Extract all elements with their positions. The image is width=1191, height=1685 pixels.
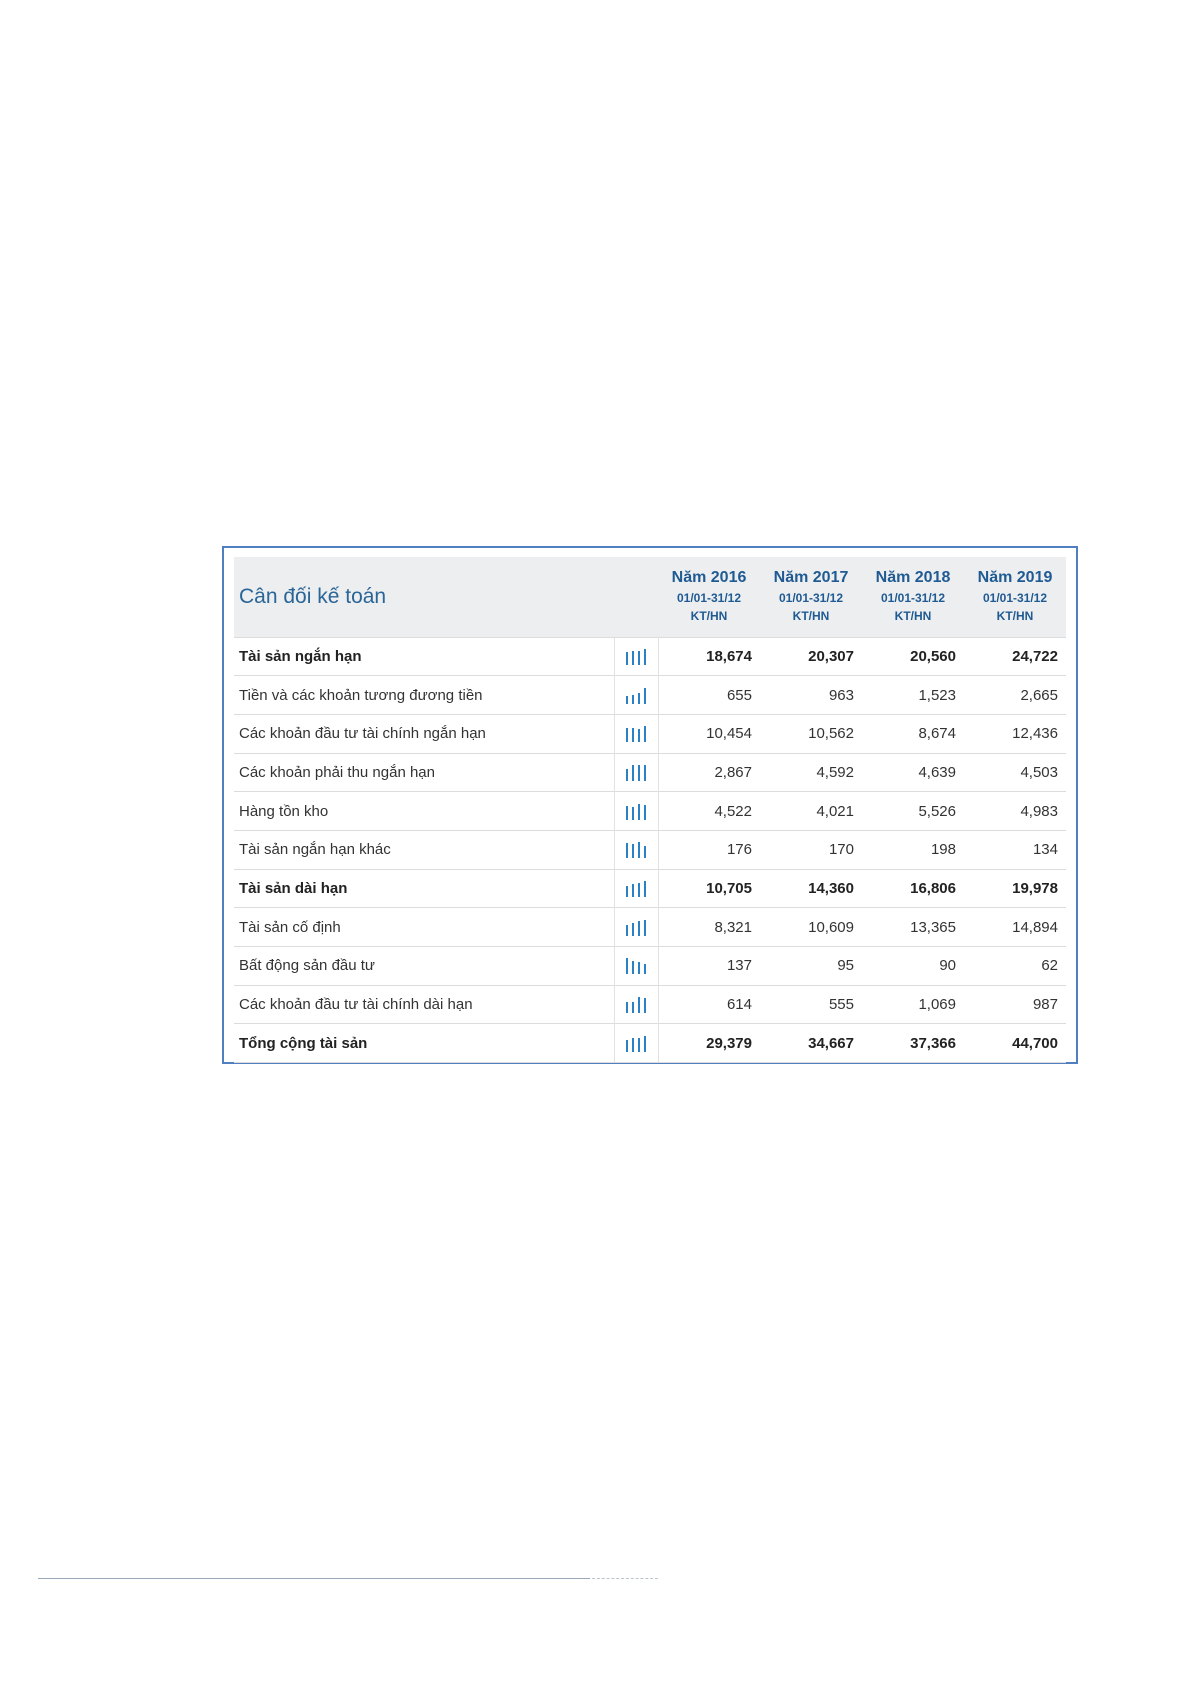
row-label: Bất động sản đầu tư <box>234 947 614 986</box>
value-cell: 95 <box>760 947 862 986</box>
column-year: Năm 2019 <box>977 569 1053 587</box>
mini-bar <box>626 806 628 820</box>
mini-bar <box>632 728 634 742</box>
mini-bar <box>626 769 628 781</box>
row-chart-cell[interactable] <box>614 714 658 753</box>
value-cell: 4,021 <box>760 792 862 831</box>
column-year: Năm 2016 <box>671 569 747 587</box>
value-cell: 8,321 <box>658 908 760 947</box>
value-cell: 20,307 <box>760 637 862 676</box>
mini-bar <box>638 962 640 974</box>
row-chart-cell[interactable] <box>614 753 658 792</box>
table-row[interactable] <box>234 753 1066 792</box>
column-header-2016[interactable] <box>658 557 760 637</box>
row-chart-cell[interactable] <box>614 830 658 869</box>
value-cell: 5,526 <box>862 792 964 831</box>
table-row[interactable] <box>234 714 1066 753</box>
footer-divider <box>38 1578 590 1579</box>
row-chart-cell[interactable] <box>614 908 658 947</box>
mini-bar <box>638 765 640 781</box>
column-period: 01/01-31/12 <box>880 590 946 605</box>
column-type: KT/HN <box>792 609 830 624</box>
mini-bar-chart-icon[interactable] <box>626 804 646 820</box>
value-cell: 170 <box>760 830 862 869</box>
value-cell: 1,069 <box>862 985 964 1024</box>
table-row[interactable] <box>234 792 1066 831</box>
footer-divider-dashed <box>592 1578 658 1579</box>
row-label: Tài sản dài hạn <box>234 869 614 908</box>
column-type: KT/HN <box>996 609 1034 624</box>
mini-bar-chart-icon[interactable] <box>626 842 646 858</box>
row-label: Tài sản ngắn hạn khác <box>234 830 614 869</box>
table-row[interactable] <box>234 947 1066 986</box>
value-cell: 10,454 <box>658 714 760 753</box>
table-body <box>234 637 1066 1063</box>
row-label: Các khoản đầu tư tài chính ngắn hạn <box>234 714 614 753</box>
table-row[interactable] <box>234 637 1066 676</box>
value-cell: 2,867 <box>658 753 760 792</box>
value-cell: 44,700 <box>964 1024 1066 1063</box>
mini-bar <box>632 1002 634 1013</box>
spark-header <box>614 557 658 637</box>
value-cell: 16,806 <box>862 869 964 908</box>
row-label: Tổng cộng tài sản <box>234 1024 614 1063</box>
table-row[interactable] <box>234 908 1066 947</box>
mini-bar-chart-icon[interactable] <box>626 688 646 704</box>
column-period: 01/01-31/12 <box>676 590 742 605</box>
value-cell: 10,705 <box>658 869 760 908</box>
value-cell: 10,609 <box>760 908 862 947</box>
value-cell: 4,592 <box>760 753 862 792</box>
value-cell: 1,523 <box>862 676 964 715</box>
mini-bar <box>626 1040 628 1052</box>
mini-bar <box>632 651 634 665</box>
mini-bar <box>626 696 628 704</box>
mini-bar-chart-icon[interactable] <box>626 881 646 897</box>
table-row[interactable] <box>234 676 1066 715</box>
value-cell: 198 <box>862 830 964 869</box>
value-cell: 13,365 <box>862 908 964 947</box>
mini-bar <box>644 998 646 1013</box>
value-cell: 20,560 <box>862 637 964 676</box>
mini-bar <box>632 695 634 704</box>
value-cell: 655 <box>658 676 760 715</box>
table-row[interactable] <box>234 869 1066 908</box>
mini-bar-chart-icon[interactable] <box>626 1036 646 1052</box>
mini-bar-chart-icon[interactable] <box>626 997 646 1013</box>
value-cell: 555 <box>760 985 862 1024</box>
value-cell: 4,503 <box>964 753 1066 792</box>
row-label: Các khoản phải thu ngắn hạn <box>234 753 614 792</box>
column-type: KT/HN <box>894 609 932 624</box>
value-cell: 4,639 <box>862 753 964 792</box>
value-cell: 987 <box>964 985 1066 1024</box>
value-cell: 18,674 <box>658 637 760 676</box>
mini-bar <box>638 1038 640 1052</box>
mini-bar <box>644 765 646 781</box>
mini-bar <box>626 843 628 858</box>
value-cell: 8,674 <box>862 714 964 753</box>
column-header-2019[interactable] <box>964 557 1066 637</box>
row-chart-cell[interactable] <box>614 676 658 715</box>
balance-sheet-panel <box>222 546 1078 1064</box>
mini-bar <box>632 1038 634 1052</box>
table-row[interactable] <box>234 985 1066 1024</box>
row-chart-cell[interactable] <box>614 637 658 676</box>
mini-bar <box>638 651 640 665</box>
mini-bar <box>632 844 634 858</box>
mini-bar <box>644 688 646 704</box>
row-chart-cell[interactable] <box>614 985 658 1024</box>
table-row[interactable] <box>234 830 1066 869</box>
mini-bar <box>644 846 646 858</box>
mini-bar <box>638 921 640 936</box>
mini-bar-chart-icon[interactable] <box>626 726 646 742</box>
mini-bar <box>638 997 640 1013</box>
mini-bar-chart-icon[interactable] <box>626 920 646 936</box>
mini-bar <box>644 726 646 742</box>
row-label: Các khoản đầu tư tài chính dài hạn <box>234 985 614 1024</box>
column-header-2018[interactable] <box>862 557 964 637</box>
table-row[interactable] <box>234 1024 1066 1063</box>
mini-bar <box>632 807 634 820</box>
column-period: 01/01-31/12 <box>778 590 844 605</box>
mini-bar <box>644 649 646 665</box>
value-cell: 10,562 <box>760 714 862 753</box>
mini-bar-chart-icon[interactable] <box>626 765 646 781</box>
column-type: KT/HN <box>690 609 728 624</box>
balance-sheet-table <box>234 557 1066 1063</box>
mini-bar <box>626 886 628 897</box>
row-chart-cell[interactable] <box>614 792 658 831</box>
mini-bar <box>638 804 640 820</box>
row-chart-cell[interactable] <box>614 947 658 986</box>
mini-bar <box>638 842 640 858</box>
row-label: Tiền và các khoản tương đương tiền <box>234 676 614 715</box>
mini-bar <box>626 1002 628 1013</box>
table-title: Cân đối kế toán <box>239 584 387 608</box>
mini-bar <box>638 883 640 897</box>
row-label: Tài sản cố định <box>234 908 614 947</box>
value-cell: 963 <box>760 676 862 715</box>
mini-bar <box>632 884 634 897</box>
mini-bar <box>644 1036 646 1052</box>
mini-bar <box>644 920 646 936</box>
value-cell: 2,665 <box>964 676 1066 715</box>
value-cell: 14,360 <box>760 869 862 908</box>
value-cell: 4,983 <box>964 792 1066 831</box>
value-cell: 14,894 <box>964 908 1066 947</box>
value-cell: 614 <box>658 985 760 1024</box>
value-cell: 24,722 <box>964 637 1066 676</box>
value-cell: 134 <box>964 830 1066 869</box>
mini-bar-chart-icon[interactable] <box>626 958 646 974</box>
value-cell: 34,667 <box>760 1024 862 1063</box>
row-chart-cell[interactable] <box>614 869 658 908</box>
value-cell: 19,978 <box>964 869 1066 908</box>
value-cell: 176 <box>658 830 760 869</box>
mini-bar <box>632 765 634 781</box>
value-cell: 137 <box>658 947 760 986</box>
value-cell: 62 <box>964 947 1066 986</box>
value-cell: 12,436 <box>964 714 1066 753</box>
mini-bar <box>644 805 646 820</box>
column-year: Năm 2017 <box>773 569 849 587</box>
value-cell: 37,366 <box>862 1024 964 1063</box>
row-label: Hàng tồn kho <box>234 792 614 831</box>
row-label: Tài sản ngắn hạn <box>234 637 614 676</box>
mini-bar <box>626 958 628 974</box>
mini-bar <box>626 652 628 665</box>
mini-bar <box>632 961 634 974</box>
value-cell: 29,379 <box>658 1024 760 1063</box>
mini-bar-chart-icon[interactable] <box>626 649 646 665</box>
mini-bar <box>638 729 640 742</box>
row-chart-cell[interactable] <box>614 1024 658 1063</box>
column-header-2017[interactable] <box>760 557 862 637</box>
table-header-row <box>234 557 1066 637</box>
value-cell: 90 <box>862 947 964 986</box>
mini-bar <box>626 925 628 936</box>
column-year: Năm 2018 <box>875 569 951 587</box>
value-cell: 4,522 <box>658 792 760 831</box>
mini-bar <box>626 728 628 742</box>
mini-bar <box>644 881 646 897</box>
mini-bar <box>644 964 646 974</box>
mini-bar <box>638 693 640 704</box>
column-period: 01/01-31/12 <box>982 590 1048 605</box>
mini-bar <box>632 923 634 936</box>
